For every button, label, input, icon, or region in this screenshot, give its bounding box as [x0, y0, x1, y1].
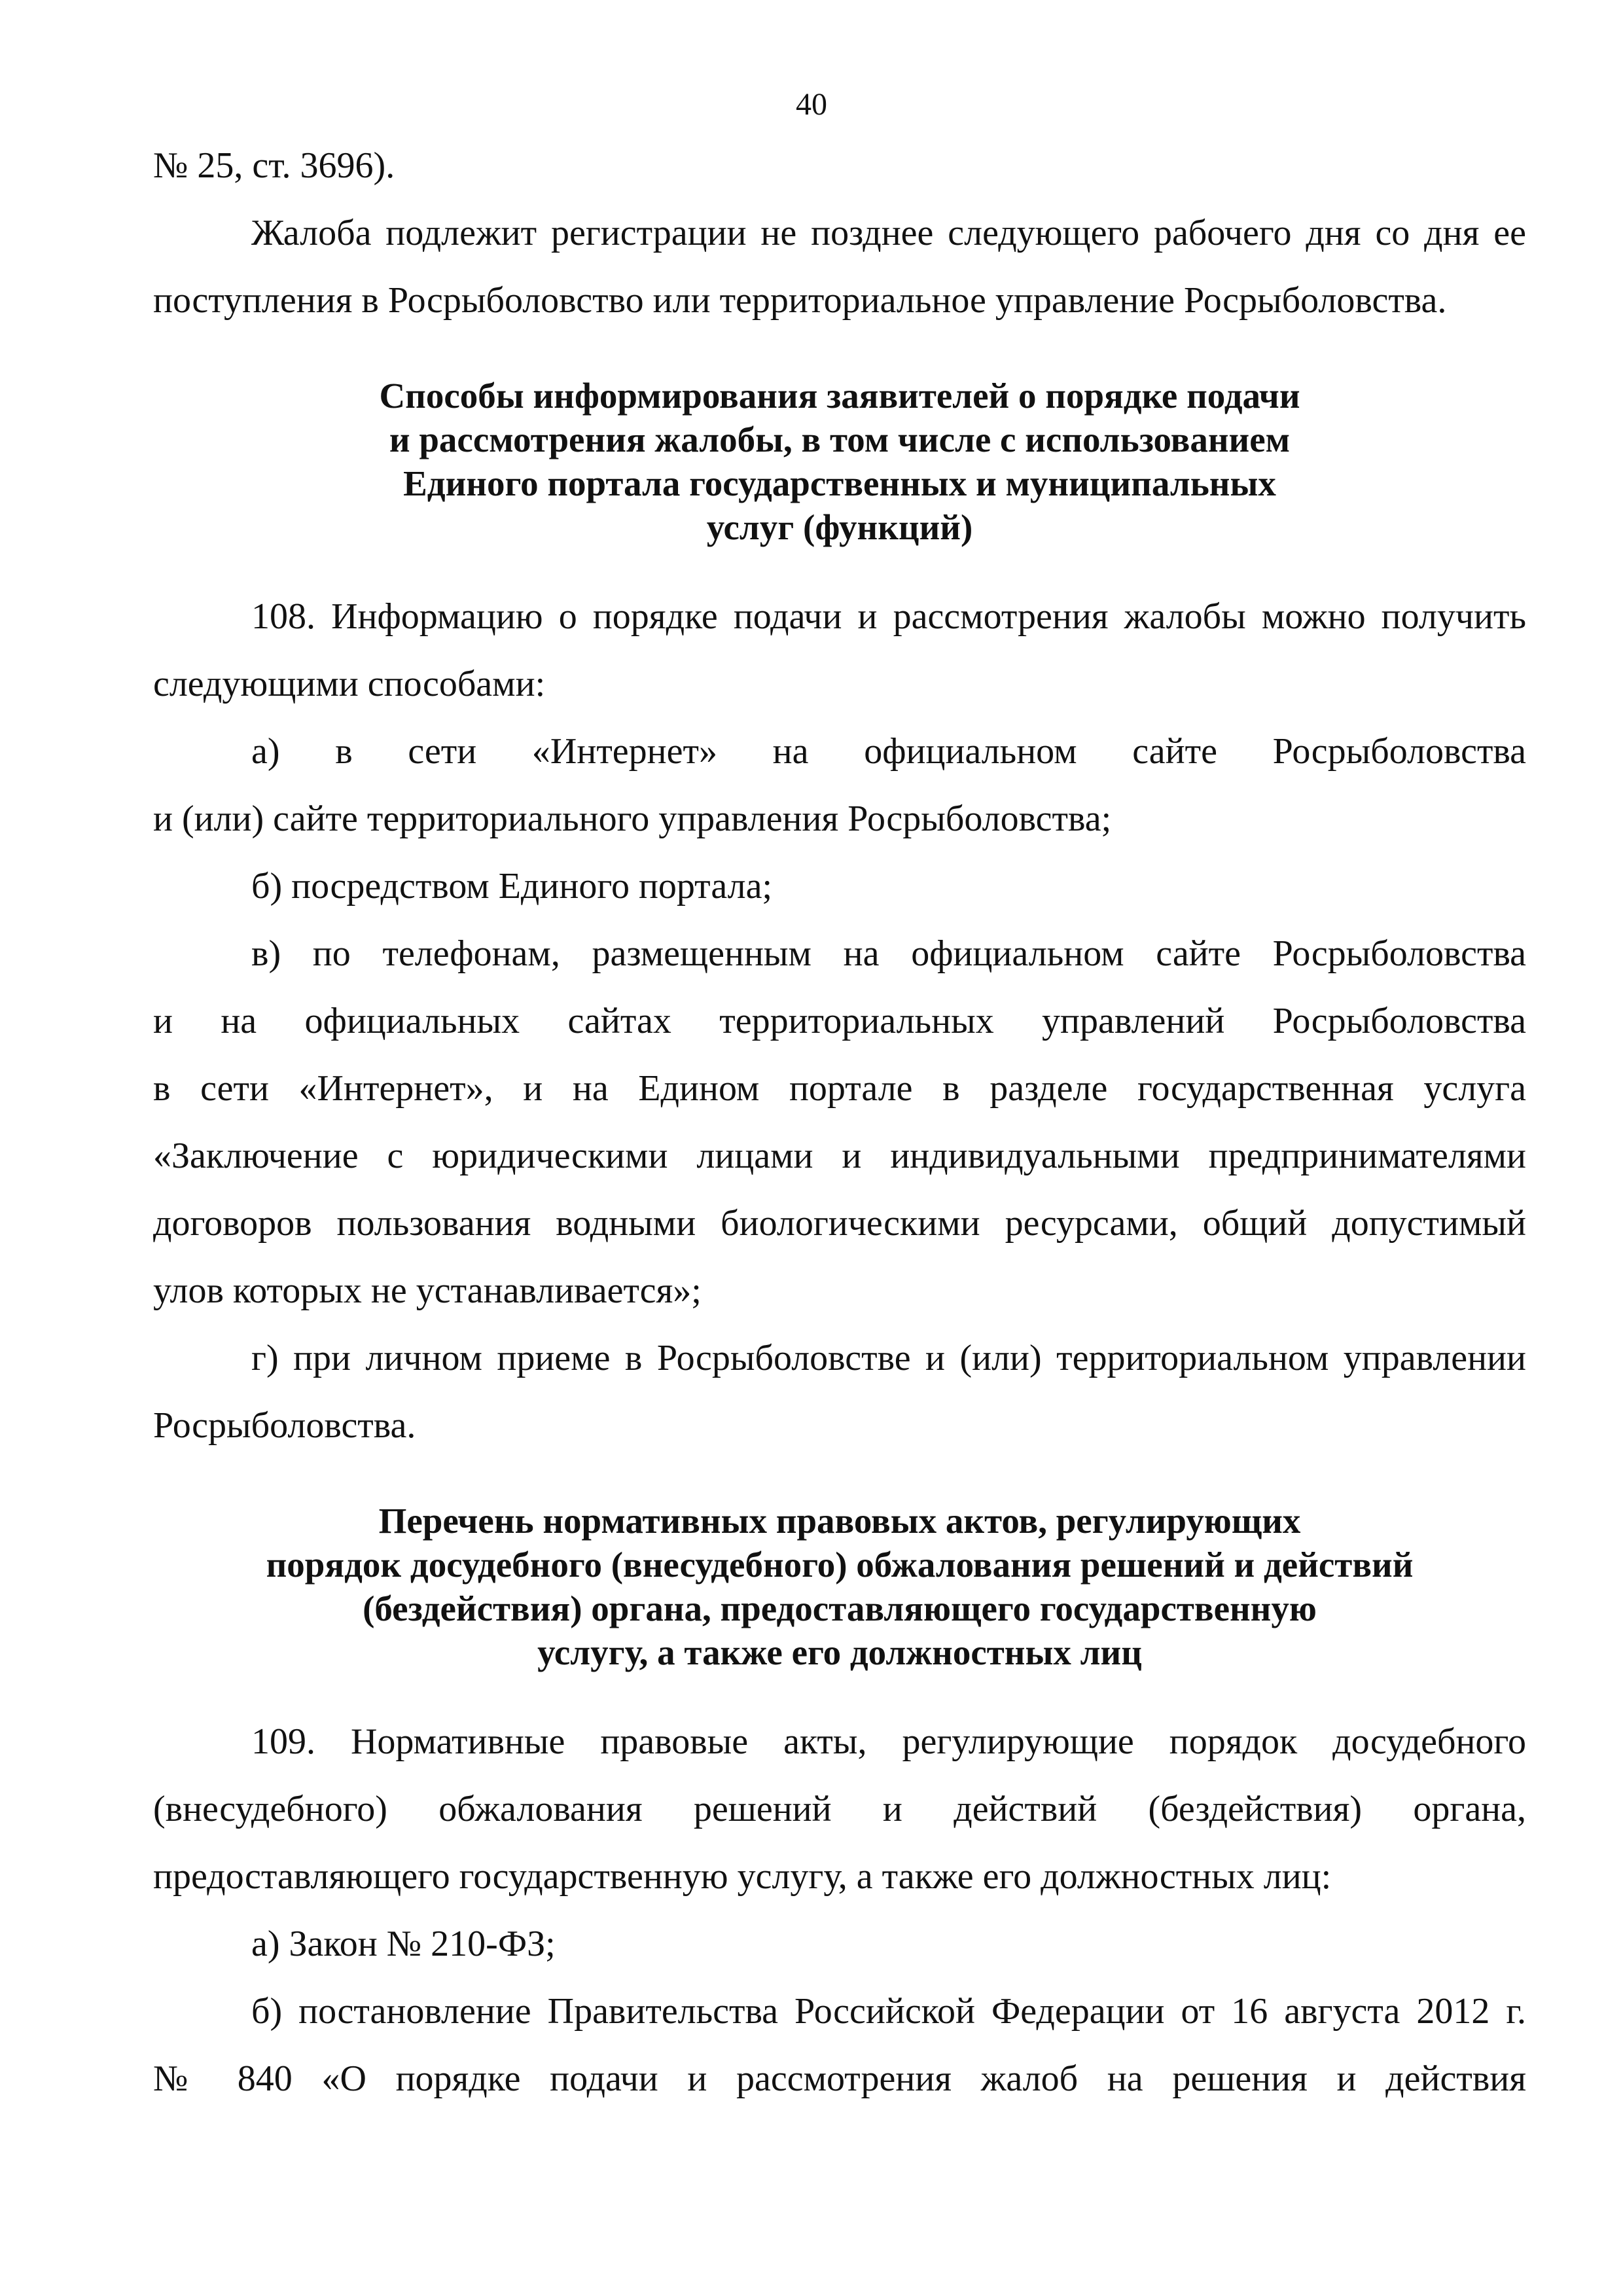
registration-paragraph [153, 200, 1526, 334]
paragraph-108 [153, 583, 1526, 718]
paragraph-line: и (или) сайте территориального управления Росрыболовства; [153, 798, 1112, 839]
item-108-a [153, 718, 1526, 853]
heading-line: Единого портала государственных и муниципальных [403, 463, 1276, 503]
page-number: 40 [796, 87, 827, 122]
heading-line: услуг (функций) [706, 507, 973, 547]
paragraph-line: договоров пользования водными биологическими ресурсами, общий допустимый [153, 1203, 1526, 1244]
paragraph-line: предоставляющего государственную услугу, а также его должностных лиц: [153, 1856, 1332, 1897]
heading-line: услугу, а также его должностных лиц [537, 1632, 1142, 1672]
item-109-b [153, 1978, 1526, 2113]
paragraph-line: «Заключение с юридическими лицами и индивидуальными предпринимателями [153, 1136, 1526, 1176]
paragraph-line: следующими способами: [153, 664, 546, 704]
paragraph-line: г) при личном приеме в Росрыболовстве и (или) территориальном управлении [251, 1338, 1526, 1378]
document-body [153, 132, 1526, 2113]
heading-line: Способы информирования заявителей о порядке подачи [379, 376, 1300, 416]
paragraph-line: (внесудебного) обжалования решений и действий (бездействия) органа, [153, 1789, 1526, 1829]
paragraph-line: в сети «Интернет», и на Едином портале в разделе государственная услуга [153, 1068, 1526, 1109]
paragraph-line: улов которых не устанавливается»; [153, 1270, 702, 1311]
heading-line: порядок досудебного (внесудебного) обжалования решений и действий [266, 1545, 1414, 1585]
item-109-a: а) Закон № 210-ФЗ; [251, 1924, 556, 1964]
paragraph-109 [153, 1708, 1526, 1910]
heading-line: Перечень нормативных правовых актов, регулирующих [378, 1501, 1301, 1541]
section-heading-legal-acts [153, 1499, 1526, 1674]
paragraph-line: а) в сети «Интернет» на официальном сайте Росрыболовства [251, 731, 1526, 772]
heading-line: (бездействия) органа, предоставляющего государственную [363, 1588, 1317, 1628]
paragraph-line: б) постановление Правительства Российской Федерации от 16 августа 2012 г. [251, 1991, 1526, 2032]
paragraph-line: 108. Информацию о порядке подачи и рассмотрения жалобы можно получить [251, 596, 1526, 637]
paragraph-line: Росрыболовства. [153, 1405, 416, 1446]
paragraph-line: и на официальных сайтах территориальных управлений Росрыболовства [153, 1001, 1526, 1041]
item-108-b: б) посредством Единого портала; [251, 866, 773, 906]
item-108-g [153, 1325, 1526, 1460]
paragraph-line: № 840 «О порядке подачи и рассмотрения жалоб на решения и действия [153, 2058, 1526, 2099]
section-heading-informing [153, 374, 1526, 549]
paragraph-line: Жалоба подлежит регистрации не позднее следующего рабочего дня со дня ее [251, 213, 1526, 253]
intro-line: № 25, ст. 3696). [153, 145, 395, 186]
paragraph-line: поступления в Росрыболовство или территориальное управление Росрыболовства. [153, 280, 1447, 321]
paragraph-line: в) по телефонам, размещенным на официальном сайте Росрыболовства [251, 933, 1526, 974]
item-108-v [153, 920, 1526, 1325]
paragraph-line: 109. Нормативные правовые акты, регулирующие порядок досудебного [251, 1721, 1526, 1762]
heading-line: и рассмотрения жалобы, в том числе с использованием [389, 420, 1291, 459]
